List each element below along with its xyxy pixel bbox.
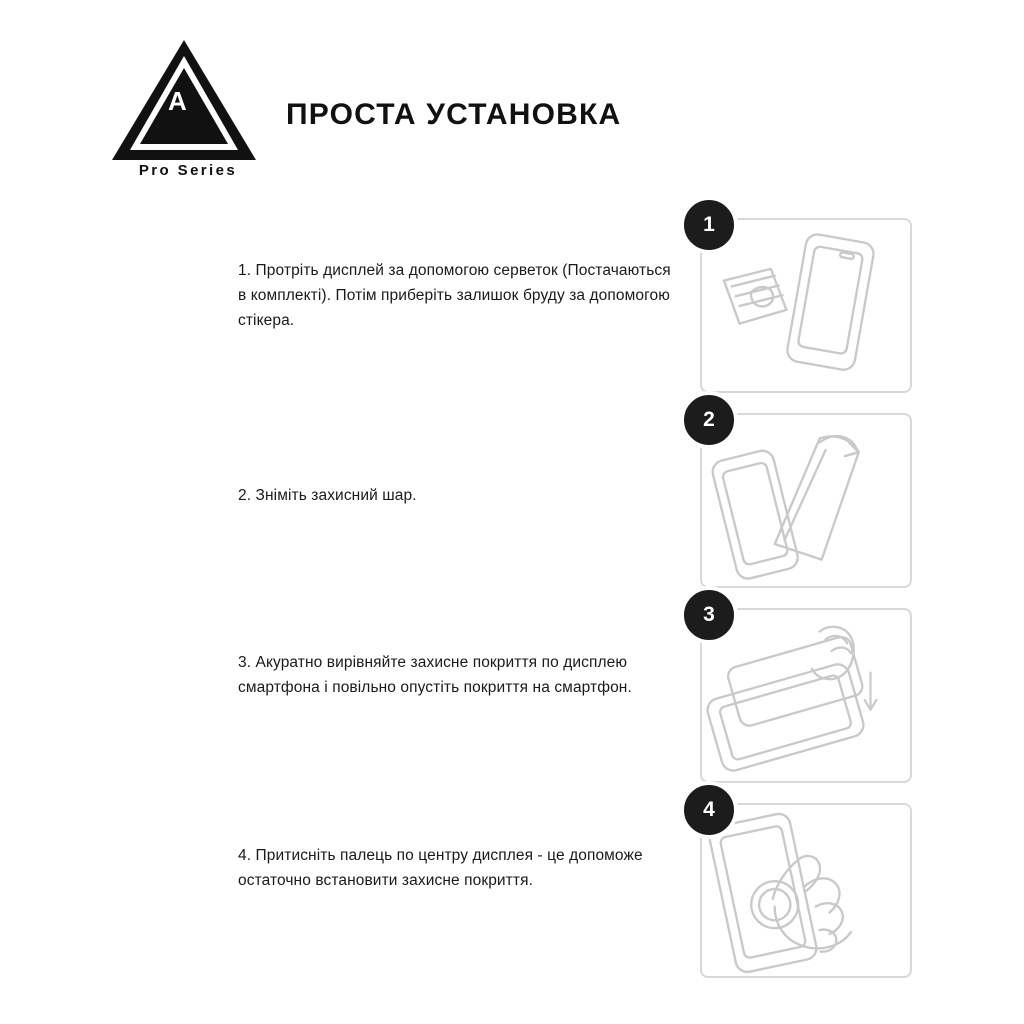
step-badge: 1 xyxy=(680,196,738,254)
step-item xyxy=(0,590,1024,782)
step-item xyxy=(0,395,1024,587)
step-text: 1. Протріть дисплей за допомогою серветок (Постачаються в комплекті). Потім приберіть залишок бруду за допомогою стікера. xyxy=(238,262,671,329)
step-illustration-panel xyxy=(700,798,912,978)
step-illustration-panel xyxy=(700,603,912,783)
step-item xyxy=(0,785,1024,977)
logo-triangle-icon xyxy=(110,38,258,162)
page-title: ПРОСТА УСТАНОВКА xyxy=(286,98,622,131)
header xyxy=(0,0,1024,190)
brand-logo xyxy=(110,38,260,183)
step-text: 3. Акуратно вирівняйте захисне покриття по дисплею смартфона і повільно опустіть покриття на смартфон. xyxy=(238,654,632,696)
step-badge: 4 xyxy=(680,781,738,839)
step-illustration-panel xyxy=(700,213,912,393)
svg-text:RM: RM xyxy=(164,115,211,148)
step-item xyxy=(0,200,1024,392)
step-text: 2. Зніміть захисний шар. xyxy=(238,487,417,504)
steps-list xyxy=(0,190,1024,1000)
step-badge: 3 xyxy=(680,586,738,644)
svg-text:A: A xyxy=(168,86,187,116)
step-badge: 2 xyxy=(680,391,738,449)
step-text: 4. Притисніть палець по центру дисплея - це допоможе остаточно встановити захисне покриття. xyxy=(238,847,643,889)
logo-subtitle: Pro Series xyxy=(138,162,238,179)
step-illustration-panel xyxy=(700,408,912,588)
